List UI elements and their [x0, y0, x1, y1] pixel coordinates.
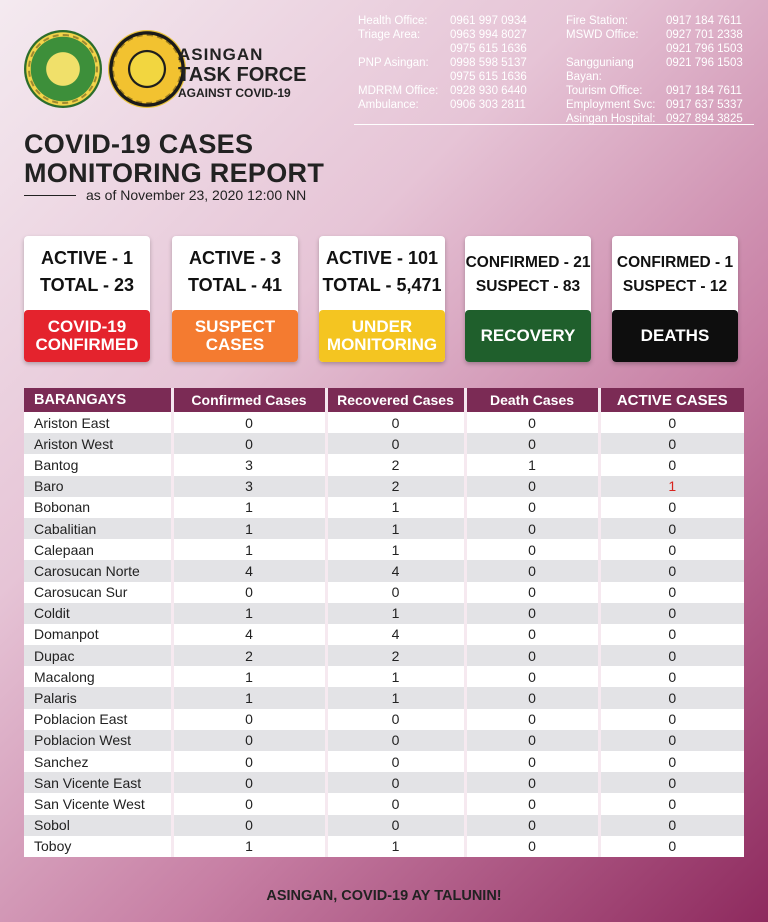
card-recovery: [465, 236, 591, 362]
cell-confirmed: 0: [172, 433, 326, 454]
contact-label: Sangguniang Bayan:: [566, 57, 634, 83]
cell-active: 0: [599, 772, 744, 793]
footer-slogan: ASINGAN, COVID-19 AY TALUNIN!: [266, 888, 502, 904]
cell-recovered: 1: [326, 666, 465, 687]
contact-number: 0963 994 8027 0975 615 1636: [450, 29, 527, 55]
cell-deaths: 0: [465, 815, 599, 836]
contact-label: Triage Area:: [358, 29, 421, 41]
cell-confirmed: 1: [172, 666, 326, 687]
cell-barangay: Coldit: [24, 603, 172, 624]
cell-active: 0: [599, 730, 744, 751]
card-line-1: CONFIRMED - 1: [616, 254, 734, 271]
as-of-date: [24, 187, 306, 203]
card-tag: COVID-19 CONFIRMED: [24, 310, 150, 362]
table-row: [24, 666, 744, 687]
cell-barangay: Cabalitian: [24, 518, 172, 539]
cell-barangay: Toboy: [24, 836, 172, 857]
contacts-left: [358, 14, 558, 112]
contact-number: 0998 598 5137 0975 615 1636: [450, 57, 527, 83]
contact-number: 0917 184 7611: [666, 85, 742, 97]
cell-deaths: 0: [465, 772, 599, 793]
contact-number: 0927 701 2338 0921 796 1503: [666, 29, 743, 55]
cell-confirmed: 4: [172, 560, 326, 581]
cell-recovered: 4: [326, 624, 465, 645]
table-row: [24, 433, 744, 454]
contact-number: 0921 796 1503: [666, 57, 743, 69]
contact-number: 0906 303 2811: [450, 99, 526, 111]
cell-deaths: 0: [465, 709, 599, 730]
cell-recovered: 0: [326, 582, 465, 603]
cell-barangay: Palaris: [24, 687, 172, 708]
cell-active: 0: [599, 645, 744, 666]
municipal-seal-logo: [24, 30, 102, 108]
contact-row: [358, 14, 558, 28]
cell-confirmed: 1: [172, 687, 326, 708]
table-row: [24, 624, 744, 645]
cell-barangay: Macalong: [24, 666, 172, 687]
cell-barangay: Baro: [24, 476, 172, 497]
header-recovered: Recovered Cases: [326, 388, 465, 412]
header-confirmed: Confirmed Cases: [172, 388, 326, 412]
contact-number: 0917 184 7611: [666, 15, 742, 27]
task-force-line-3: AGAINST COVID-19: [178, 86, 291, 100]
cell-recovered: 2: [326, 454, 465, 475]
cell-active: 0: [599, 603, 744, 624]
cell-confirmed: 1: [172, 603, 326, 624]
table-row: [24, 560, 744, 581]
cell-confirmed: 0: [172, 751, 326, 772]
cell-barangay: Sobol: [24, 815, 172, 836]
cell-deaths: 0: [465, 687, 599, 708]
card-suspect-cases: [172, 236, 298, 362]
task-force-line-2: TASK FORCE: [178, 64, 307, 86]
table-row: [24, 454, 744, 475]
contact-number: 0928 930 6440: [450, 85, 527, 97]
header-barangays: BARANGAYS: [24, 388, 172, 412]
contact-row: [566, 84, 766, 98]
card-line-1: ACTIVE - 101: [325, 248, 439, 268]
card-line-1: CONFIRMED - 21: [465, 254, 591, 271]
card-deaths: [612, 236, 738, 362]
cell-deaths: 0: [465, 836, 599, 857]
cell-active: 0: [599, 687, 744, 708]
table-row: [24, 836, 744, 857]
cell-active: 0: [599, 666, 744, 687]
cell-confirmed: 0: [172, 730, 326, 751]
card-line-2: TOTAL - 23: [39, 275, 135, 295]
card-line-1: ACTIVE - 3: [188, 248, 281, 268]
cell-active: 0: [599, 836, 744, 857]
table-row: [24, 582, 744, 603]
cell-barangay: Ariston West: [24, 433, 172, 454]
cell-barangay: Sanchez: [24, 751, 172, 772]
contact-row: [358, 84, 558, 98]
cell-recovered: 0: [326, 730, 465, 751]
card-line-2: SUSPECT - 83: [475, 278, 581, 295]
cell-recovered: 1: [326, 497, 465, 518]
cell-active: 0: [599, 497, 744, 518]
as-of-text: as of November 23, 2020 12:00 NN: [86, 187, 307, 203]
table-row: [24, 751, 744, 772]
cell-active: 1: [599, 476, 744, 497]
contact-number: 0961 997 0934: [450, 15, 527, 27]
cell-barangay: San Vicente East: [24, 772, 172, 793]
card-tag: RECOVERY: [465, 310, 591, 362]
cell-deaths: 0: [465, 624, 599, 645]
cell-recovered: 1: [326, 836, 465, 857]
cell-confirmed: 1: [172, 497, 326, 518]
table-body: [24, 412, 744, 857]
cell-deaths: 0: [465, 793, 599, 814]
contact-label: Fire Station:: [566, 15, 628, 27]
cell-active: 0: [599, 454, 744, 475]
table-row: [24, 793, 744, 814]
contact-label: Tourism Office:: [566, 85, 643, 97]
cell-confirmed: 0: [172, 772, 326, 793]
cell-active: 0: [599, 518, 744, 539]
table-row: [24, 815, 744, 836]
cell-recovered: 0: [326, 815, 465, 836]
card-line-2: TOTAL - 5,471: [322, 275, 442, 295]
contact-label: Ambulance:: [358, 99, 419, 111]
cell-confirmed: 0: [172, 582, 326, 603]
table-row: [24, 412, 744, 433]
barangay-cases-table: [24, 388, 744, 857]
cell-barangay: Ariston East: [24, 412, 172, 433]
cell-barangay: Calepaan: [24, 539, 172, 560]
cell-barangay: Carosucan Sur: [24, 582, 172, 603]
cell-recovered: 2: [326, 476, 465, 497]
cell-active: 0: [599, 560, 744, 581]
contact-row: [566, 14, 766, 28]
cell-barangay: Bobonan: [24, 497, 172, 518]
cell-barangay: San Vicente West: [24, 793, 172, 814]
contact-row: [358, 28, 558, 56]
as-of-dash: [24, 195, 76, 196]
contact-label: MDRRM Office:: [358, 85, 439, 97]
cell-recovered: 0: [326, 709, 465, 730]
header-active: ACTIVE CASES: [599, 388, 744, 412]
table-row: [24, 497, 744, 518]
cell-deaths: 0: [465, 412, 599, 433]
cell-recovered: 1: [326, 687, 465, 708]
cell-recovered: 0: [326, 412, 465, 433]
contact-row: [566, 28, 766, 56]
cell-active: 0: [599, 709, 744, 730]
table-row: [24, 645, 744, 666]
cell-recovered: 1: [326, 518, 465, 539]
cell-recovered: 4: [326, 560, 465, 581]
cell-confirmed: 3: [172, 454, 326, 475]
cell-barangay: Dupac: [24, 645, 172, 666]
table-row: [24, 539, 744, 560]
logos: [24, 30, 186, 108]
cell-confirmed: 0: [172, 815, 326, 836]
health-office-seal-logo: [108, 30, 186, 108]
card-line-2: TOTAL - 41: [187, 275, 283, 295]
cell-deaths: 0: [465, 518, 599, 539]
card-tag: DEATHS: [612, 310, 738, 362]
contact-label: Health Office:: [358, 15, 428, 27]
cell-confirmed: 0: [172, 793, 326, 814]
cell-active: 0: [599, 751, 744, 772]
table-row: [24, 730, 744, 751]
contact-row: [566, 56, 766, 84]
card-line-1: ACTIVE - 1: [40, 248, 133, 268]
table-row: [24, 687, 744, 708]
cell-active: 0: [599, 412, 744, 433]
cell-deaths: 0: [465, 730, 599, 751]
card-tag: UNDER MONITORING: [319, 310, 445, 362]
cell-deaths: 0: [465, 560, 599, 581]
contact-row: [358, 98, 558, 112]
page-title: [24, 130, 324, 188]
cell-barangay: Domanpot: [24, 624, 172, 645]
contact-row: [566, 98, 766, 112]
cell-confirmed: 1: [172, 518, 326, 539]
cell-active: 0: [599, 793, 744, 814]
cell-deaths: 0: [465, 645, 599, 666]
cell-deaths: 0: [465, 433, 599, 454]
cell-deaths: 0: [465, 497, 599, 518]
cell-confirmed: 0: [172, 412, 326, 433]
title-line-1: COVID-19 CASES: [24, 129, 254, 159]
table-header-row: [24, 388, 744, 412]
header-deaths: Death Cases: [465, 388, 599, 412]
title-line-2: MONITORING REPORT: [24, 158, 325, 188]
cell-recovered: 2: [326, 645, 465, 666]
cell-confirmed: 1: [172, 836, 326, 857]
cell-deaths: 0: [465, 476, 599, 497]
contacts-divider: [354, 124, 754, 125]
cell-barangay: Carosucan Norte: [24, 560, 172, 581]
cell-deaths: 0: [465, 666, 599, 687]
contact-label: Asingan Hospital:: [566, 113, 656, 125]
cell-recovered: 0: [326, 793, 465, 814]
cell-active: 0: [599, 582, 744, 603]
cell-recovered: 1: [326, 539, 465, 560]
cell-confirmed: 4: [172, 624, 326, 645]
card-covid-confirmed: [24, 236, 150, 362]
cell-barangay: Poblacion East: [24, 709, 172, 730]
contacts-right: [566, 14, 766, 126]
contact-label: Employment Svc:: [566, 99, 656, 111]
contact-number: 0917 637 5337: [666, 99, 743, 111]
cell-deaths: 0: [465, 539, 599, 560]
cell-active: 0: [599, 624, 744, 645]
card-line-2: SUSPECT - 12: [622, 278, 728, 295]
card-tag: SUSPECT CASES: [172, 310, 298, 362]
cell-active: 0: [599, 433, 744, 454]
contact-label: PNP Asingan:: [358, 57, 429, 69]
cell-deaths: 0: [465, 751, 599, 772]
cell-confirmed: 0: [172, 709, 326, 730]
cell-barangay: Bantog: [24, 454, 172, 475]
cell-deaths: 1: [465, 454, 599, 475]
table-row: [24, 518, 744, 539]
table-row: [24, 603, 744, 624]
cell-recovered: 0: [326, 772, 465, 793]
cell-confirmed: 2: [172, 645, 326, 666]
contact-row: [358, 56, 558, 84]
cell-confirmed: 3: [172, 476, 326, 497]
task-force-title: [178, 46, 307, 99]
cell-barangay: Poblacion West: [24, 730, 172, 751]
cell-active: 0: [599, 539, 744, 560]
task-force-line-1: ASINGAN: [178, 45, 264, 64]
cell-recovered: 1: [326, 603, 465, 624]
cell-confirmed: 1: [172, 539, 326, 560]
table-row: [24, 709, 744, 730]
cell-deaths: 0: [465, 582, 599, 603]
table-row: [24, 476, 744, 497]
contact-number: 0927 894 3825: [666, 113, 743, 125]
table-row: [24, 772, 744, 793]
contact-label: MSWD Office:: [566, 29, 639, 41]
card-under-monitoring: [319, 236, 445, 362]
cell-active: 0: [599, 815, 744, 836]
cell-deaths: 0: [465, 603, 599, 624]
cell-recovered: 0: [326, 433, 465, 454]
cell-recovered: 0: [326, 751, 465, 772]
